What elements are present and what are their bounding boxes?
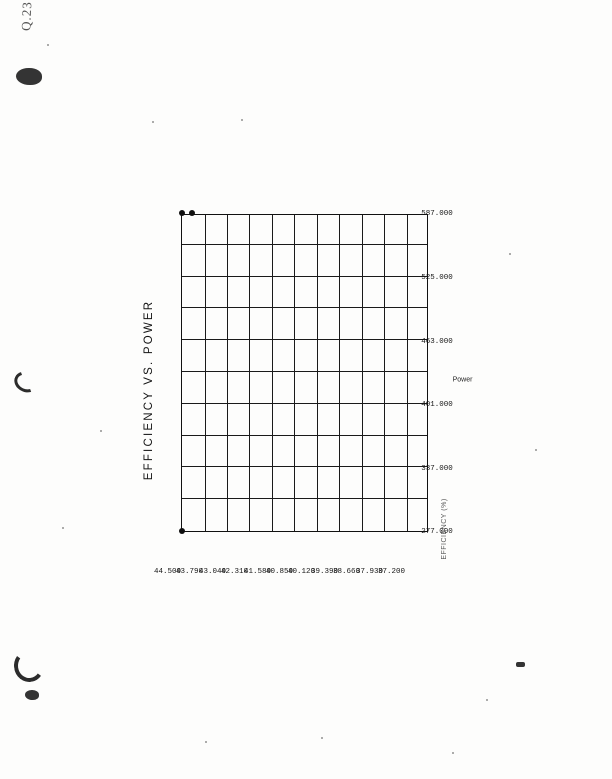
- speck-f: [100, 430, 102, 432]
- y-tick-label: 38.660: [332, 568, 360, 576]
- crescent-mid-left: [11, 368, 41, 396]
- ink-dot-bottom-left: [25, 690, 39, 700]
- gridline-horizontal: [205, 215, 206, 531]
- x-tick-label: 277.000: [421, 528, 453, 537]
- y-tick-label: 44.500: [153, 568, 181, 576]
- gridline-vertical: [182, 498, 427, 499]
- y-tick-label: 40.120: [287, 568, 315, 576]
- chart-figure: [141, 190, 471, 590]
- gridline-vertical: [182, 244, 427, 245]
- gridline-vertical: [182, 339, 427, 340]
- x-tick-label: 587.000: [421, 210, 453, 219]
- gridline-horizontal: [317, 215, 318, 531]
- speck-b: [152, 121, 154, 123]
- gridline-vertical: [182, 371, 427, 372]
- y-tick-label: 43.790: [175, 568, 203, 576]
- gridline-horizontal: [384, 215, 385, 531]
- y-tick-label: 37.200: [377, 568, 405, 576]
- x-tick-label: 401.000: [421, 401, 453, 410]
- x-tick-label: 525.000: [421, 274, 453, 283]
- speck-i: [321, 737, 323, 739]
- speck-e: [535, 449, 537, 451]
- x-axis-label: Power: [452, 376, 473, 384]
- gridline-vertical: [182, 403, 427, 404]
- gridline-horizontal: [362, 215, 363, 531]
- x-tick-label: 337.000: [421, 465, 453, 474]
- gridline-vertical: [182, 276, 427, 277]
- x-tick-label: 463.000: [421, 338, 453, 347]
- y-tick-label: 41.580: [243, 568, 271, 576]
- gridline-horizontal: [339, 215, 340, 531]
- gridline-horizontal: [272, 215, 273, 531]
- data-point: [189, 210, 195, 216]
- corner-scribble: Q.23: [18, 0, 35, 32]
- speck-k: [486, 699, 488, 701]
- gridline-vertical: [182, 307, 427, 308]
- speck-j: [452, 752, 454, 754]
- gridline-vertical: [182, 435, 427, 436]
- y-tick-label: 37.930: [355, 568, 383, 576]
- ink-blob-top-left: [16, 68, 42, 85]
- gridline-horizontal: [249, 215, 250, 531]
- crescent-bottom-left: [12, 648, 46, 684]
- speck-c: [241, 119, 243, 121]
- speck-d: [509, 253, 511, 255]
- data-point: [179, 210, 185, 216]
- y-tick-label: 40.850: [265, 568, 293, 576]
- plot-area: [181, 214, 428, 532]
- speck-a: [47, 44, 49, 46]
- speck-g: [62, 527, 64, 529]
- gridline-horizontal: [407, 215, 408, 531]
- speck-h: [205, 741, 207, 743]
- gridline-horizontal: [294, 215, 295, 531]
- data-point: [179, 528, 185, 534]
- y-tick-label: 39.390: [310, 568, 338, 576]
- dash-bottom-right: [516, 662, 525, 667]
- y-tick-label: 43.040: [198, 568, 226, 576]
- chart-title: EFFICIENCY VS. POWER: [143, 299, 155, 481]
- y-tick-label: 42.310: [220, 568, 248, 576]
- gridline-vertical: [182, 466, 427, 467]
- gridline-horizontal: [227, 215, 228, 531]
- y-axis-label: EFFICIENCY (%): [441, 498, 448, 560]
